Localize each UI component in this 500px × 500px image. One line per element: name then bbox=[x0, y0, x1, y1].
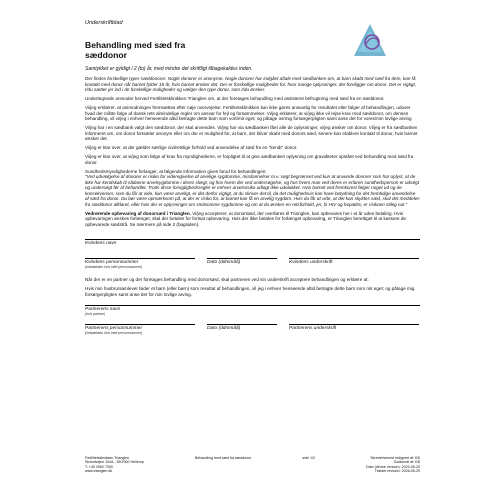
paragraph-storage bbox=[85, 211, 420, 228]
partner-signature-field[interactable] bbox=[289, 324, 419, 335]
woman-cpr-field[interactable] bbox=[85, 258, 195, 269]
document-title bbox=[85, 40, 265, 60]
storage-text: Vi/jeg accepterer, at donorsæd, der overføres til Trianglen, kan opbevares her i et år uden betaling. Hvis opbevaringen ønskes forlænget, skal der betales for fortsat opbevaring. Hvis der ikke betales for forlænget opbevaring, er Trianglen berettiget til at kassere de opbevarede sædstrå. Se nærmere på side 2 (bagsiden). bbox=[85, 210, 406, 227]
health-info-quote: "Ved udvælgelse af donorer er risiko for videregivelse af arvelige sygdomme, misdannelser m.v. søgt begrænset ved kun at anvende donorer som har oplyst, at de ikke har kendskab til sådanne arvelsygdomme i deres slægt, og hos hvem der ved undersøgelse, og hos hvem man ved deres er erfaren sundhedsperson er udsøgt og undersøgt før af behandlet. Trods disse forsigtighedsregler er enhver arvelsrisiko udlagt ikke udelukket. Hvis barnet ved fremkomst følger noget ud og de konsekvenser, som du får at vide, kan være arveligt, er det derfor vigtigt, at du skriver det til, da det mulighedsvis kan have betydning for det fremtidige anvendelse af sæd fra donor. Du bør være opmærksom på, at der er risiko for, at barnet kan få en arvelig sygdom. Hvis du får at vide, at det kan skyldes sæd, skal det meddeles fra sæddonor afklaret, eller hvis der er oplysninger om smitsomme sygdomme og om at du ønsker en retsforhold, jer, fx HIV og hepatitis, er risikoen stileg nul." bbox=[85, 174, 420, 207]
woman-cpr-sublabel: (Indsætdato hvis intet personnummer) bbox=[85, 265, 143, 269]
footer-revision-info: Skrevet/senest redigeret af: KB Godkendt af: KB Dato (denne version): 2023-05-29 Trædet revision: 2026-05-29 bbox=[366, 456, 420, 474]
paragraph-partner-declaration: Hvis min husbru/samlever føder et barn (eller børn) som resultat af behandlingen, vil jeg i enhver henseende altid betragte dette barn som mit eget; og påtage mig forsørgerpligten samt anse det for min lovlige arving. bbox=[85, 286, 415, 297]
woman-date-label: Dato (ddmmåå) bbox=[207, 260, 241, 265]
validity-note: Samtykket er gyldigt i 2 (to) år, med mindre det skriftligt tilbagekaldes inden. bbox=[85, 66, 253, 72]
paragraph-known-donor: Vi/jeg er klar over, at der gælder særlige civilretslige forhold ved anvendelse af sæd fra en "kendt" donor. bbox=[85, 145, 298, 150]
paragraph-partner: Når der er en partner og der foretages behandling med donorsæd, skal partneren ved sin underskrift acceptere behandlingen og erklære at: bbox=[85, 277, 369, 282]
document-type: Underskriftblad bbox=[85, 20, 123, 26]
woman-signature-label: Kvindens underskrift bbox=[289, 260, 333, 265]
partner-signature-label: Partnerens underskrift bbox=[289, 326, 337, 331]
woman-date-field[interactable] bbox=[207, 258, 277, 269]
paragraph-reporting: Vi/jeg er klar over, at vi/jeg som følge af krav fra myndighederne, er forpligtet til at give sædbanken oplysning om graviditeter opstået ved behandling med sæd fra donor. bbox=[85, 154, 414, 165]
footer-document-name: Behandling med sæd fra sæddonor bbox=[194, 456, 252, 460]
woman-cpr-label: Kvindens personnummer bbox=[85, 260, 139, 265]
footer-page-number: side 1/2 bbox=[302, 456, 315, 460]
woman-name-field[interactable] bbox=[85, 239, 420, 246]
partner-date-field[interactable] bbox=[207, 324, 277, 335]
partner-cpr-label: Partnerens personnummer bbox=[85, 326, 143, 331]
trianglen-logo-icon bbox=[352, 22, 388, 58]
partner-name-label: Partnerens navn bbox=[85, 307, 121, 312]
partner-date-label: Dato (ddmmåå) bbox=[207, 326, 241, 331]
partner-name-sublabel: (hvis partner) bbox=[85, 312, 105, 316]
paragraph-request: Undertegnede anmoder herved Fertilitetsklinikken Trianglen om, at der foretages behandling med assisteret befrugtning med sæd fra en sæddonor. bbox=[85, 96, 385, 101]
paragraph-health-info bbox=[85, 169, 420, 208]
signature-row-partner bbox=[85, 324, 420, 335]
partner-name-field[interactable] bbox=[85, 305, 420, 316]
storage-heading: Vedrørende opbevaring af donorsæd i Trianglen. bbox=[85, 210, 191, 216]
footer-clinic-info: Fertilitetsklinikken Trianglen Strandvejen 104A - DK2900 Hellerup T: +45 3962 7000 www.trianglen.dk bbox=[85, 456, 144, 474]
partner-cpr-sublabel: (Indsætdato hvis intet personnummer) bbox=[85, 331, 143, 335]
paragraph-declaration: Vi/jeg erklærer, at animodningen fremsættes efter nøje overvejelse. Fertilitetsklinikken kan ikke gøres ansvarlig for resultatet eller følger af behandlingen, udover hvad der måtte følge af dansk rets almindelige regler om ansvar for fejl og forsømmelser. Vi/jeg erklærer, at vi/jeg ikke vil rejse krav mod sæddonor, om dennes behandling, vil vi/jeg i enhver henseende altid betragte dette barn som vort/mit eget; og påtage os/mig forsørgerpligten samt anse det for vores/min lovlige arving bbox=[85, 105, 412, 121]
document-page bbox=[85, 12, 420, 335]
paragraph-donor-types: Der findes forskellige typer sæddonorer. Nogle donorer er anonyme. Nogle donorer har indgået aftale med sædbanken om, at barn skabt med sæd fra dem, kan få kontakt med donor når barnet fylder 18 år, hvis barnet ønsker det. Der er forskellige muligheder for, hvor mange oplysninger, der foreligger om donor. Det er vigtigt, I/du sætter jer ind i de forskellige muligheder og vælger den type donor, som I/du ønsker. bbox=[85, 76, 417, 92]
woman-signature-field[interactable] bbox=[289, 258, 419, 269]
partner-cpr-field[interactable] bbox=[85, 324, 195, 335]
paragraph-sperm-bank: Vi/jeg har i en sædbank valgt den sæddonor, der skal anvendes. Vi/jeg har via sædbanken fået alle de oplysninger, vi/jeg ønsker om donor. Vi/jeg er fra sædbanken informeret om, om donor fortsæler anonym eller om der er mulighed for, at barn, der bliver skabt med donors sæd, senere kan etablere kontakt til donor, hvis barnet ønsker det. bbox=[85, 125, 418, 141]
woman-name-label: Kvindens navn bbox=[85, 241, 117, 246]
signature-row-woman bbox=[85, 258, 420, 269]
signature-row-woman-name bbox=[85, 239, 420, 246]
health-info-heading: Sundhedsmyndighederne forlanger, at følgende information gives forud for behandlingen: bbox=[85, 168, 267, 174]
title-line-2: sæddonor bbox=[85, 50, 128, 60]
title-line-1: Behandling med sæd fra bbox=[85, 40, 186, 50]
signature-row-partner-name bbox=[85, 305, 420, 316]
page-footer bbox=[85, 456, 420, 474]
